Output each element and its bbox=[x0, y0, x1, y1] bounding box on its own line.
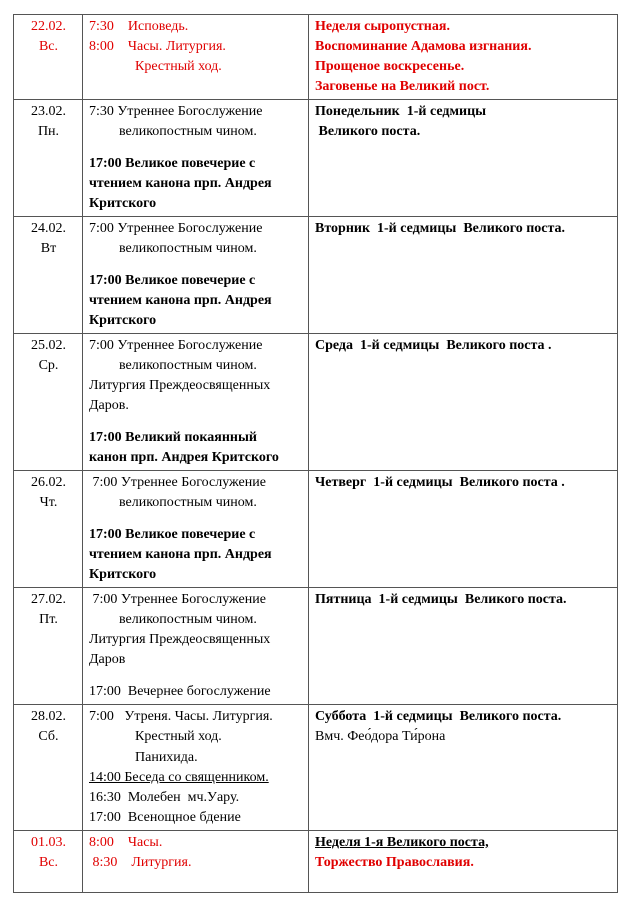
services-cell bbox=[83, 217, 309, 334]
service-line: Крестный ход. bbox=[135, 59, 222, 75]
table-row bbox=[14, 334, 618, 471]
service-line: 8:00 Часы. Литургия. bbox=[89, 39, 226, 55]
note-line: Заговенье на Великий пост. bbox=[315, 79, 490, 95]
note-line: Вмч. Фео́дора Ти́рона bbox=[315, 729, 446, 745]
date-cell bbox=[14, 15, 83, 100]
note-line: Неделя сыропустная. bbox=[315, 19, 450, 34]
date-cell bbox=[14, 705, 83, 830]
table-row bbox=[14, 217, 618, 334]
service-line bbox=[89, 259, 303, 271]
service-line: 17:00 Великое повечерие с bbox=[89, 273, 256, 289]
service-line: чтением канона прп. Андрея bbox=[89, 293, 272, 309]
notes-cell bbox=[309, 334, 618, 471]
service-line: Панихида. bbox=[135, 749, 198, 765]
note-line: Понедельник 1-й седмицы bbox=[315, 104, 487, 120]
date-cell bbox=[14, 830, 83, 892]
date-line: 26.02. bbox=[31, 475, 66, 491]
note-line: Суббота 1-й седмицы Великого поста. bbox=[315, 709, 562, 725]
note-line: Пятница 1-й седмицы Великого поста. bbox=[315, 592, 567, 608]
service-line: 17:00 Великое повечерие с bbox=[89, 156, 256, 172]
service-line: великопостным чином. bbox=[119, 124, 257, 140]
date-line: 25.02. bbox=[31, 338, 66, 354]
date-cell bbox=[14, 217, 83, 334]
date-line: 27.02. bbox=[31, 592, 66, 608]
date-line: 28.02. bbox=[31, 709, 66, 725]
services-cell bbox=[83, 471, 309, 588]
service-line: 7:30 Утреннее Богослужение bbox=[89, 104, 263, 120]
service-line: чтением канона прп. Андрея bbox=[89, 176, 272, 192]
note-line: Прощеное воскресенье. bbox=[315, 59, 465, 75]
service-line: Литургия Преждеосвященных bbox=[89, 632, 271, 648]
service-line bbox=[89, 670, 303, 682]
service-line: 7:00 Утреня. Часы. Литургия. bbox=[89, 709, 273, 725]
note-line: Среда 1-й седмицы Великого поста . bbox=[315, 338, 552, 354]
services-cell bbox=[83, 100, 309, 217]
service-line: 7:30 Исповедь. bbox=[89, 19, 189, 34]
date-line: 23.02. bbox=[31, 104, 66, 120]
service-line: 8:30 Литургия. bbox=[89, 854, 192, 870]
notes-cell bbox=[309, 588, 618, 705]
date-cell bbox=[14, 334, 83, 471]
services-cell bbox=[83, 15, 309, 100]
table-row bbox=[14, 471, 618, 588]
service-line: 17:00 Великий покаянный bbox=[89, 430, 257, 446]
notes-cell bbox=[309, 705, 618, 830]
notes-cell bbox=[309, 830, 618, 892]
service-line bbox=[89, 142, 303, 154]
date-line: Сб. bbox=[38, 729, 59, 745]
service-line: Даров. bbox=[89, 398, 129, 414]
date-line: 24.02. bbox=[31, 221, 66, 237]
services-cell bbox=[83, 830, 309, 892]
note-line: Неделя 1-я Великого поста, bbox=[315, 834, 489, 850]
table-row bbox=[14, 100, 618, 217]
service-line: чтением канона прп. Андрея bbox=[89, 547, 272, 563]
date-cell bbox=[14, 471, 83, 588]
table-row bbox=[14, 588, 618, 705]
service-line: 7:00 Утреннее Богослужение bbox=[89, 338, 263, 354]
schedule-body bbox=[14, 15, 618, 893]
date-line: Пт. bbox=[39, 612, 58, 628]
schedule-table bbox=[13, 14, 618, 893]
service-line: 8:00 Часы. bbox=[89, 834, 163, 850]
service-line: 17:00 Вечернее богослужение bbox=[89, 684, 271, 700]
service-line: Критского bbox=[89, 567, 157, 583]
notes-cell bbox=[309, 471, 618, 588]
date-line: Вт bbox=[40, 241, 57, 257]
date-line: Ср. bbox=[38, 358, 59, 374]
date-line: Вс. bbox=[38, 854, 59, 870]
date-line: 01.03. bbox=[31, 834, 66, 850]
date-cell bbox=[14, 100, 83, 217]
service-line: 14:00 Беседа со священником. bbox=[89, 769, 269, 785]
table-row bbox=[14, 705, 618, 830]
service-line: 7:00 Утреннее Богослужение bbox=[89, 592, 266, 608]
service-line: Литургия Преждеосвященных bbox=[89, 378, 271, 394]
date-line: Вс. bbox=[38, 39, 59, 55]
note-line: Воспоминание Адамова изгнания. bbox=[315, 39, 532, 55]
service-line: Даров bbox=[89, 652, 126, 668]
service-line: Крестный ход. bbox=[135, 729, 222, 745]
notes-cell bbox=[309, 15, 618, 100]
service-line: 7:00 Утреннее Богослужение bbox=[89, 475, 266, 491]
service-line: великопостным чином. bbox=[119, 358, 257, 374]
service-line: великопостным чином. bbox=[119, 612, 257, 628]
note-line: Торжество Православия. bbox=[315, 854, 474, 870]
date-cell bbox=[14, 588, 83, 705]
services-cell bbox=[83, 588, 309, 705]
note-line: Вторник 1-й седмицы Великого поста. bbox=[315, 221, 566, 237]
service-line: великопостным чином. bbox=[119, 495, 257, 511]
note-line: Великого поста. bbox=[315, 124, 421, 140]
date-line: 22.02. bbox=[31, 19, 66, 34]
service-line: Критского bbox=[89, 196, 157, 212]
note-line: Четверг 1-й седмицы Великого поста . bbox=[315, 475, 565, 491]
services-cell bbox=[83, 334, 309, 471]
service-line: 7:00 Утреннее Богослужение bbox=[89, 221, 263, 237]
date-line: Чт. bbox=[39, 495, 58, 511]
table-row bbox=[14, 830, 618, 892]
services-cell bbox=[83, 705, 309, 830]
service-line: канон прп. Андрея Критского bbox=[89, 450, 279, 466]
notes-cell bbox=[309, 217, 618, 334]
service-line bbox=[89, 513, 303, 525]
service-line: великопостным чином. bbox=[119, 241, 257, 257]
notes-cell bbox=[309, 100, 618, 217]
service-line: 17:00 Всенощное бдение bbox=[89, 809, 241, 825]
service-line: 17:00 Великое повечерие с bbox=[89, 527, 256, 543]
date-line: Пн. bbox=[37, 124, 60, 140]
service-line bbox=[89, 416, 303, 428]
table-row bbox=[14, 15, 618, 100]
service-line: Критского bbox=[89, 313, 157, 329]
service-line: 16:30 Молебен мч.Уару. bbox=[89, 789, 240, 805]
